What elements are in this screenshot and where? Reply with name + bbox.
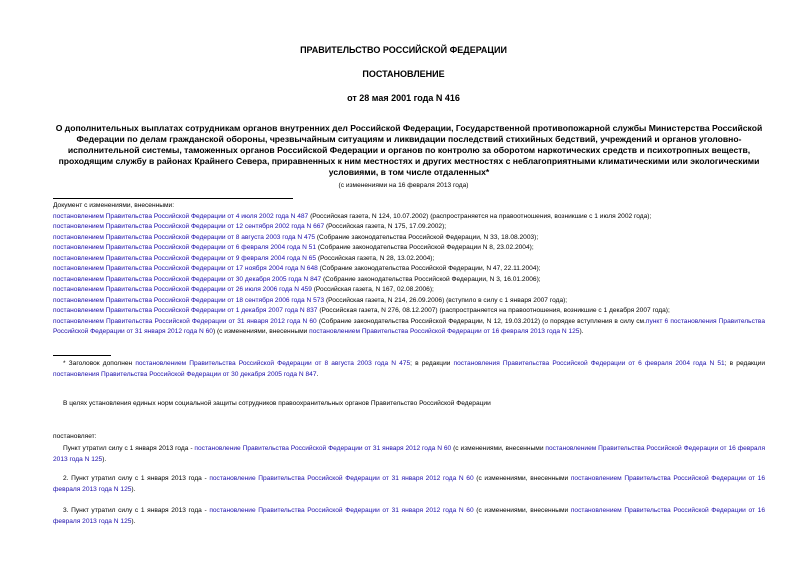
- point-link[interactable]: постановлением Правительства Российской Федерации от 16 февраля 2013 года N 125: [53, 445, 766, 463]
- amendment-link[interactable]: пункт 6 постановления Правительства Российской Федерации от 31 января 2012 года N 60: [53, 317, 766, 335]
- amendment-link[interactable]: постановлением Правительства Российской Федерации от 17 ноября 2004 года N 648: [53, 265, 318, 272]
- amendment-item: постановлением Правительства Российской Федерации от 6 февраля 2004 года N 51 (Собрание законодательства Российской Федерации N 8, 23.02.2004);: [53, 244, 534, 251]
- date-number-heading: от 28 мая 2001 года N 416: [347, 93, 460, 103]
- amendment-link[interactable]: постановлением Правительства Российской Федерации от 18 сентября 2006 года N 573: [53, 296, 325, 304]
- document-title: О дополнительных выплатах сотрудникам органов внутренних дел Российской Федерации, Государственной противопожарной службы Министерства Российской Федерации по делам гражданской обороны, чрезвычайным ситуациям и ликвидации последствий стихийных бедствий, учреждений и органов уголовно-исполнительной системы, таможенных органов Российской Федерации и органов по контролю за оборотом наркотических средств и психотропных веществ, проходящим службу в районах Крайнего Севера, приравненных к ним местностях и других местностях с неблагоприятными климатическими или экологическими условиями, в том числе отдаленных*: [55, 123, 763, 177]
- amendment-link[interactable]: постановлением Правительства Российской Федерации от 31 января 2012 года N 60: [53, 317, 317, 325]
- edition-note: (с изменениями на 16 февраля 2013 года): [338, 182, 469, 189]
- point-link[interactable]: постановление Правительства Российской Федерации от 31 января 2012 года N 60: [194, 445, 452, 452]
- amendment-link[interactable]: постановлением Правительства Российской Федерации от 8 августа 2003 года N 475: [53, 233, 316, 241]
- footnote-link[interactable]: постановления Правительства Российской Федерации от 30 декабря 2005 года N 847: [53, 370, 317, 378]
- changes-heading: Документ с изменениями, внесенными:: [53, 202, 175, 209]
- amendment-item: постановлением Правительства Российской Федерации от 17 ноября 2004 года N 648 (Собрание законодательства Российской Федерации, N 47, 22.11.2004);: [53, 265, 541, 272]
- point-link[interactable]: постановление Правительства Российской Федерации от 31 января 2012 года N 60: [209, 475, 474, 482]
- changes-block: [53, 198, 765, 338]
- amendment-link[interactable]: постановлением Правительства Российской Федерации от 30 декабря 2005 года N 847: [53, 275, 322, 283]
- amendment-link[interactable]: постановлением Правительства Российской Федерации от 26 июля 2006 года N 459: [53, 286, 312, 293]
- footnote-divider: [53, 355, 111, 356]
- preamble-paragraph: В целях установления единых норм социальной защиты сотрудников правоохранительных органов Правительство Российской Федерации: [63, 400, 491, 407]
- footnote-link[interactable]: постановлением Правительства Российской Федерации от 8 августа 2003 года N 475: [135, 360, 411, 367]
- amendment-item: постановлением Правительства Российской Федерации от 12 сентября 2002 года N 667 (Российская газета, N 175, 17.09.2002);: [53, 223, 447, 230]
- amendment-link[interactable]: постановлением Правительства Российской Федерации от 16 февраля 2013 года N 125: [309, 328, 580, 335]
- amendment-item: постановлением Правительства Российской Федерации от 1 декабря 2007 года N 837 (Российская газета, N 276, 08.12.2007) (распространяется на правоотношения, возникшие с 1 декабря 2007 года);: [53, 307, 670, 314]
- amendment-link[interactable]: постановлением Правительства Российской Федерации от 9 февраля 2004 года N 65: [53, 254, 317, 262]
- amendment-item: постановлением Правительства Российской Федерации от 26 июля 2006 года N 459 (Российская газета, N 167, 02.08.2006);: [53, 286, 434, 293]
- point-paragraph-2: 2. Пункт утратил силу с 1 января 2013 года - постановление Правительства Российской Федерации от 31 января 2012 года N 60 (с изменениями, внесенными постановлением Правительства Российской Федерации от 16 февраля 2013 года N 125).: [53, 475, 765, 493]
- footnote-link[interactable]: постановления Правительства Российской Федерации от 6 февраля 2004 года N 51: [453, 360, 725, 367]
- changes-divider: [53, 198, 293, 199]
- point-link[interactable]: постановлением Правительства Российской Федерации от 16 февраля 2013 года N 125: [53, 475, 765, 493]
- title-footnote: * Заголовок дополнен постановлением Правительства Российской Федерации от 8 августа 2003 года N 475; в редакции постановления Правительства Российской Федерации от 6 февраля 2004 года N 51; в редакции постановления Правительства Российской Федерации от 30 декабря 2005 года N 847.: [53, 360, 766, 378]
- government-heading: ПРАВИТЕЛЬСТВО РОССИЙСКОЙ ФЕДЕРАЦИИ: [300, 45, 507, 55]
- point-paragraph-1: Пункт утратил силу с 1 января 2013 года - постановление Правительства Российской Федерации от 31 января 2012 года N 60 (с изменениями, внесенными постановлением Правительства Российской Федерации от 16 февраля 2013 года N 125).: [53, 445, 766, 463]
- amendment-link[interactable]: постановлением Правительства Российской Федерации от 1 декабря 2007 года N 837: [53, 307, 318, 314]
- amendment-item: постановлением Правительства Российской Федерации от 30 декабря 2005 года N 847 (Собрание законодательства Российской Федерации, N 3, 16.01.2006);: [53, 275, 541, 283]
- amendment-item: постановлением Правительства Российской Федерации от 18 сентября 2006 года N 573 (Российская газета, N 214, 26.09.2006) (вступило в силу с 1 января 2007 года);: [53, 296, 568, 304]
- amendment-item: постановлением Правительства Российской Федерации от 4 июля 2002 года N 487 (Российская газета, N 124, 10.07.2002) (распространяется на правоотношения, возникшие с 1 июля 2002 года);: [53, 212, 652, 220]
- amendment-link[interactable]: постановлением Правительства Российской Федерации от 12 сентября 2002 года N 667: [53, 223, 325, 230]
- amendment-link[interactable]: постановлением Правительства Российской Федерации от 4 июля 2002 года N 487: [53, 212, 309, 220]
- point-link[interactable]: постановлением Правительства Российской Федерации от 16 февраля 2013 года N 125: [53, 507, 765, 525]
- point-link[interactable]: постановление Правительства Российской Федерации от 31 января 2012 года N 60: [209, 507, 474, 514]
- resolves-label: постановляет:: [53, 433, 97, 440]
- doc-type-heading: ПОСТАНОВЛЕНИЕ: [362, 69, 445, 79]
- amendment-link[interactable]: постановлением Правительства Российской Федерации от 6 февраля 2004 года N 51: [53, 244, 317, 251]
- amendment-item: постановлением Правительства Российской Федерации от 9 февраля 2004 года N 65 (Российская газета, N 28, 13.02.2004);: [53, 254, 435, 262]
- amendment-item: постановлением Правительства Российской Федерации от 31 января 2012 года N 60 (Собрание законодательства Российской Федерации, N 12, 19.03.2012) (о порядке вступления в силу см.пункт 6 постановления Правительства Российской Федерации от 31 января 2012 года N 60) (с изменениями, внесенными постановлением Правительства Российской Федерации от 16 февраля 2013 года N 125).: [53, 317, 766, 335]
- point-paragraph-3: 3. Пункт утратил силу с 1 января 2013 года - постановление Правительства Российской Федерации от 31 января 2012 года N 60 (с изменениями, внесенными постановлением Правительства Российской Федерации от 16 февраля 2013 года N 125).: [53, 507, 765, 525]
- amendment-item: постановлением Правительства Российской Федерации от 8 августа 2003 года N 475 (Собрание законодательства Российской Федерации, N 33, 18.08.2003);: [53, 233, 539, 241]
